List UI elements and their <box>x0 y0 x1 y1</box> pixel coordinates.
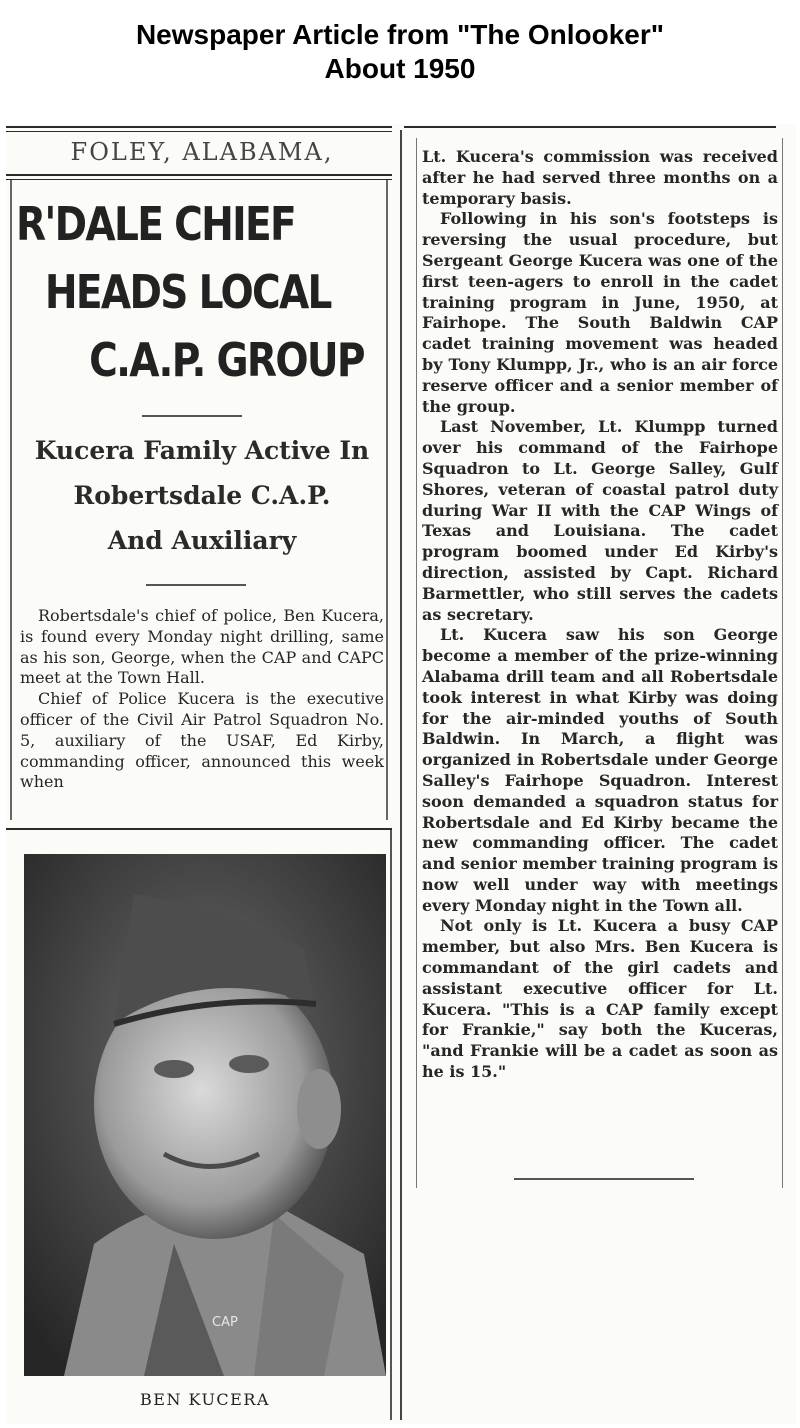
portrait-image <box>24 854 386 1376</box>
right-paragraph-3: Last November, Lt. Klumpp turned over his command of the Fairhope Squadron to Lt. George Salley, Gulf Shores, veteran of coastal patrol duty during War II with the CAP Wings of Texas and Louisiana. The cadet program boomed under Ed Kirby's direction, assisted by Capt. Richard Barmettler, who still serves the cadets as secretary. <box>422 417 778 624</box>
photo-caption: BEN KUCERA <box>140 1390 270 1409</box>
photo-column-border <box>390 830 392 1420</box>
subhead-line-3: And Auxiliary <box>107 526 297 555</box>
subhead-line-2: Robertsdale C.A.P. <box>73 481 331 510</box>
right-column-body <box>422 147 778 1083</box>
subheadline <box>18 428 386 563</box>
left-column-border-right <box>386 180 388 820</box>
dateline: FOLEY, ALABAMA, <box>70 138 334 166</box>
page-caption <box>0 18 800 86</box>
left-column-body <box>20 606 384 793</box>
headline-separator <box>142 415 242 417</box>
left-column-border <box>10 180 12 820</box>
top-rule-right <box>404 126 776 128</box>
caption-title: Newspaper Article from "The Onlooker" <box>135 19 665 50</box>
headline-line-3: C.A.P. GROUP <box>89 333 364 387</box>
newspaper-clipping <box>6 124 796 1424</box>
right-paragraph-2: Following in his son's footsteps is reversing the usual procedure, but Sergeant George Kucera was one of the first teen-agers to enroll in the cadet training program in June, 1950, at Fairhope. The South Baldwin CAP cadet training movement was headed by Tony Klumpp, Jr., who is an air force reserve officer and a senior member of the group. <box>422 209 778 416</box>
dateline-rule-thin <box>6 179 392 180</box>
top-rule-left-thin <box>6 131 392 132</box>
photo-top-rule <box>6 828 392 830</box>
headline-line-1: R'DALE CHIEF <box>16 197 296 251</box>
subhead-line-1: Kucera Family Active In <box>34 436 370 465</box>
dateline-rule <box>6 174 392 176</box>
right-paragraph-5: Not only is Lt. Kucera a busy CAP member, but also Mrs. Ben Kucera is commandant of the girl cadets and assistant executive officer for Lt. Kucera. "This is a CAP family except for Frankie," say both the Kuceras, "and Frankie will be a cadet as soon as he is 15." <box>422 916 778 1082</box>
right-paragraph-1: Lt. Kucera's commission was received after he had served three months on a temporary basis. <box>422 147 778 208</box>
ben-kucera-photo <box>24 854 386 1376</box>
column-divider <box>400 130 402 1420</box>
left-paragraph-2: Chief of Police Kucera is the executive officer of the Civil Air Patrol Squadron No. 5, auxiliary of the USAF, Ed Kirby, commanding officer, announced this week when <box>20 689 384 792</box>
right-column-border-right <box>782 138 783 1188</box>
headline <box>16 190 364 394</box>
article-end-rule <box>514 1178 694 1180</box>
right-column-border <box>416 138 417 1188</box>
cap-collar-insignia: CAP <box>212 1315 238 1330</box>
subhead-separator <box>146 584 246 586</box>
top-rule-left <box>6 126 392 128</box>
caption-date: About 1950 <box>324 53 476 84</box>
headline-line-2: HEADS LOCAL <box>44 265 331 319</box>
left-paragraph-1: Robertsdale's chief of police, Ben Kucera, is found every Monday night drilling, same as his son, George, when the CAP and CAPC meet at the Town Hall. <box>20 606 384 688</box>
right-paragraph-4: Lt. Kucera saw his son George become a member of the prize-winning Alabama drill team and all Robertsdale took interest in what Kirby was doing for the air-minded youths of South Baldwin. In March, a flight was organized in Robertsdale under George Salley's Fairhope Squadron. Interest soon demanded a squadron status for Robertsdale and Ed Kirby became the new commanding officer. The cadet and senior member training program is now well under way with meetings every Monday night in the Town all. <box>422 625 778 915</box>
